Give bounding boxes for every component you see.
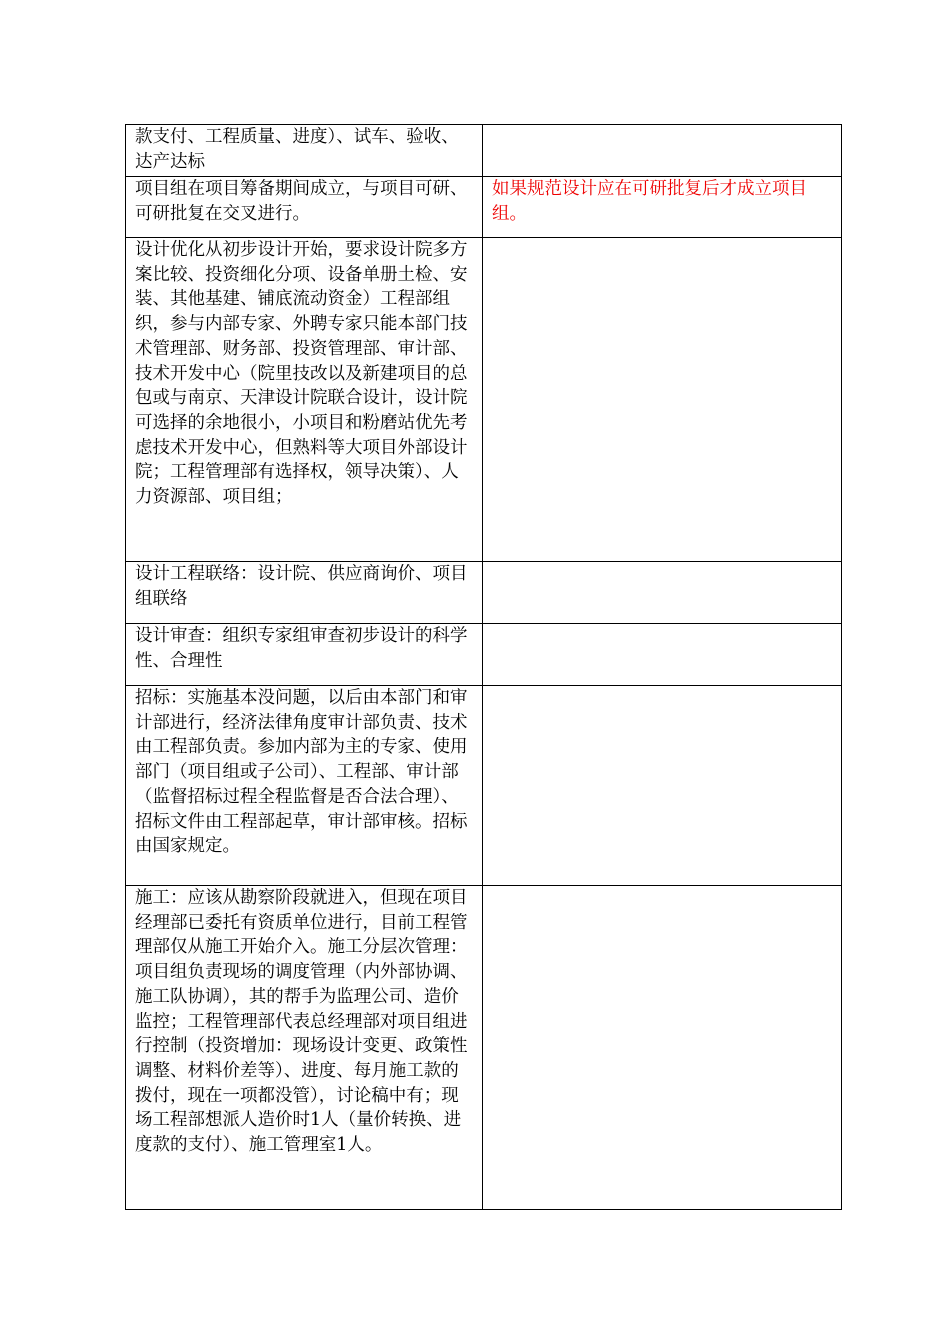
table-row — [126, 562, 842, 624]
table-row — [126, 125, 842, 177]
table-row — [126, 886, 842, 1210]
table-cell-remark: 如果规范设计应在可研批复后才成立项目组。 — [483, 177, 842, 238]
table-cell-content: 项目组在项目筹备期间成立，与项目可研、可研批复在交叉进行。 — [126, 177, 483, 238]
table-cell-remark — [483, 886, 842, 1210]
table-row — [126, 624, 842, 686]
table-row — [126, 686, 842, 886]
table-cell-content: 施工：应该从勘察阶段就进入，但现在项目经理部已委托有资质单位进行，目前工程管理部仅从施工开始介入。施工分层次管理：项目组负责现场的调度管理（内外部协调、施工队协调），其的帮手为监理公司、造价监控；工程管理部代表总经理部对项目组进行控制（投资增加：现场设计变更、政策性调整、材料价差等）、进度、每月施工款的拨付，现在一项都没管），讨论稿中有；现场工程部想派人造价时1人（量价转换、进度款的支付）、施工管理室1人。 — [126, 886, 483, 1210]
table-cell-content: 设计优化从初步设计开始，要求设计院多方案比较、投资细化分项、设备单册土检、安装、其他基建、铺底流动资金）工程部组织，参与内部专家、外聘专家只能本部门技术管理部、财务部、投资管理部、审计部、技术开发中心（院里技改以及新建项目的总包或与南京、天津设计院联合设计，设计院可选择的余地很小，小项目和粉磨站优先考虑技术开发中心，但熟料等大项目外部设计院；工程管理部有选择权，领导决策）、人力资源部、项目组； — [126, 238, 483, 562]
table-cell-remark — [483, 686, 842, 886]
table-cell-content: 招标：实施基本没问题，以后由本部门和审计部进行，经济法律角度审计部负责、技术由工程部负责。参加内部为主的专家、使用部门（项目组或子公司）、工程部、审计部（监督招标过程全程监督是否合法合理）、招标文件由工程部起草，审计部审核。招标由国家规定。 — [126, 686, 483, 886]
table-cell-content: 设计审查：组织专家组审查初步设计的科学性、合理性 — [126, 624, 483, 686]
table-cell-content: 设计工程联络：设计院、供应商询价、项目组联络 — [126, 562, 483, 624]
table-row — [126, 238, 842, 562]
table-cell-remark — [483, 125, 842, 177]
table-cell-remark — [483, 238, 842, 562]
table-cell-remark — [483, 624, 842, 686]
table-cell-remark — [483, 562, 842, 624]
table-cell-content: 款支付、工程质量、进度）、试车、验收、达产达标 — [126, 125, 483, 177]
table-row — [126, 177, 842, 238]
document-table — [125, 124, 842, 1210]
